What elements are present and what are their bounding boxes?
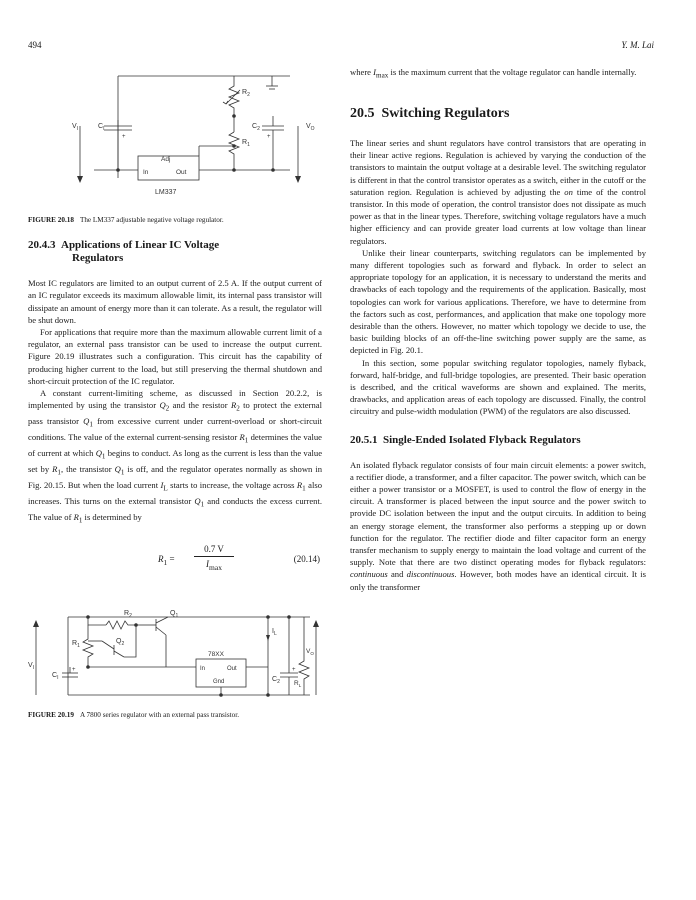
figure-label: FIGURE 20.19: [28, 710, 74, 719]
ci-plus: +: [122, 134, 126, 140]
figure-20-18-caption: [28, 215, 322, 225]
figure-20-18: [28, 66, 322, 225]
lm337-chip-label: LM337: [155, 189, 177, 196]
adj-pin: Adj: [161, 156, 171, 163]
r2-label: $R_2$: [242, 89, 250, 98]
paragraph: In this section, some popular switching regulator topologies, namely flyback, forward, half-bridge, and full-bridge topologies, are presented. Their basic operation is described, and the critical waveforms are shown and explained. The merits, drawbacks, and application areas of each topology are discussed. Finally, the control circuitry and pulse-width modulation (PWM) of the regulators are also discussed.: [350, 357, 646, 417]
ci-plus: +: [72, 666, 76, 673]
figure-20-19: [28, 595, 322, 720]
vo-label: $V_O$: [306, 123, 315, 132]
q1-label: $Q_1$: [170, 609, 179, 619]
ci-label: $C_I$: [52, 671, 59, 681]
caption-text: The LM337 adjustable negative voltage regulator.: [79, 216, 224, 225]
out-pin: Out: [227, 665, 237, 672]
section-heading-20-4-3: 20.4.3 Applications of Linear IC Voltage Regulators: [28, 239, 220, 265]
figure-label: FIGURE 20.18: [28, 216, 74, 225]
equation-number: (20.14): [293, 553, 320, 564]
figure-20-19-caption: [28, 710, 322, 720]
paragraph: An isolated flyback regulator consists of four main circuit elements: a power switch, a rectifier diode, a transformer, and a filter capacitor. The power switch, which can be either a power transistor or a MOSFET, is used to control the flow of energy in the circuit. A transformer is placed between the input source and the power switch to provide DC isolation between the input and the output circuits. In addition to being an energy storage element, the transformer also performs a stepping up or down function for the regulator. The rectifier diode and filter capacitor form an energy transfer mechanism to supply energy to maintain the load voltage and current of the supply. Note that there are two distinct operating modes for flyback regulators: continuous and discontinuous. However, both modes have an identical circuit. It is only the transformer: [350, 459, 646, 592]
ci-label: $C_I$: [98, 123, 105, 132]
vo-label: $V_O$: [306, 647, 314, 656]
paragraph: The linear series and shunt regulators have control transistors that are operating in their linear active regions. Regulation is achieved by varying the conduction of the transistors to maintain the output voltage at a desirable level. The switching regulator is different in that the control transistor operates as a switch, either in the cutoff or the saturation region. Regulation is achieved by adjusting the on time of the control transistor. In this mode of operation, the control transistor does not dissipate as much power as that in the linear types. Therefore, switching voltage regulators have a much higher efficiency and can provide greater load currents at low voltage than linear regulators.: [350, 137, 646, 246]
c2-label: $C_2$: [252, 123, 260, 132]
vi-label: $V_I$: [28, 661, 35, 671]
c2-plus: +: [267, 134, 271, 140]
paragraph: A constant current-limiting scheme, as discussed in Section 20.2.2, is implemented by using the transistor $Q_2$ and the resistor $R_2$ to protect the external pass transistor $Q_1$ from excessive current under current-overload or short-circuit conditions. The value of the external current-sensing resistor $R_1$ determines the value of current at which $Q_1$ begins to conduct. As long as the current is less than the value set by $R_1$, the transistor $Q_1$ is off, and the regulator operates normally as shown in Fig. 20.15. But when the load current $I_L$ starts to increase, the voltage across $R_1$ also increases. This turns on the external transistor $Q_1$ and conducts the excess current. The value of $R_1$ is determined by: [28, 388, 323, 525]
lm337-circuit-diagram: [28, 66, 322, 208]
caption-text: A 7800 series regulator with an external pass transistor.: [79, 710, 240, 719]
equation-fraction: [194, 543, 234, 574]
c2-plus: +: [292, 666, 296, 673]
equation-numerator: 0.7 V: [194, 543, 234, 557]
il-label: $I_L$: [272, 627, 277, 637]
section-heading-20-5-1: 20.5.1 Single-Ended Isolated Flyback Regulators: [350, 433, 581, 446]
c2-label: $C_2$: [272, 675, 280, 685]
paragraph: where $I_{max}$ is the maximum current that the voltage regulator can handle internally.: [350, 67, 637, 80]
rl-label: $R_L$: [294, 679, 302, 688]
in-pin: In: [200, 665, 206, 672]
paragraph: For applications that require more than the maximum allowable current limit of a regulator, an external pass transistor can be used to increase the output current. Figure 20.19 illustrates such a configuration. This circuit has the capability of producing higher current to the load, but still preserving the thermal shutdown and short-circuit protection of the IC regulator.: [28, 327, 322, 386]
78xx-chip-label: 78XX: [208, 650, 224, 658]
paragraph: Most IC regulators are limited to an output current of 2.5 A. If the output current of an IC regulator exceeds its maximum allowable limit, its internal pass transistor will dissipate an amount of energy more than it can tolerate. As a result, the regulator will be shut down.: [28, 278, 322, 325]
page-number: 494: [28, 40, 42, 50]
vi-label: $V_I$: [72, 123, 79, 132]
q2-label: $Q_2$: [116, 637, 125, 647]
in-pin: In: [143, 169, 149, 176]
equation-denominator: $I_{max}$: [206, 558, 222, 572]
equation-lhs: $R_1$ =: [158, 553, 175, 567]
section-heading-20-5: 20.5 Switching Regulators: [350, 105, 510, 121]
running-header-author: Y. M. Lai: [621, 40, 654, 50]
r1-label: $R_1$: [242, 139, 250, 148]
r1-label: $R_1$: [72, 639, 80, 649]
paragraph: Unlike their linear counterparts, switching regulators can be implemented by many different topologies such as forward and flyback. In order to select an appropriate topology for an application, it is necessary to understand the merits and drawbacks of each topology and the requirements of the application. Basically, most topologies can work for various applications. Therefore, we have to determine from the factors such as cost, performances, and application that make one topology more desirable than the others. However, no matter which topology we decide to use, the basic building blocks of an off-the-line switching power supply are the same, as depicted in Fig. 20.1.: [350, 247, 646, 356]
78xx-pass-transistor-diagram: [28, 595, 322, 703]
out-pin: Out: [176, 169, 187, 176]
gnd-pin: Gnd: [213, 678, 225, 685]
left-column: [28, 66, 322, 720]
equation-20-14: [28, 541, 322, 581]
right-column: [350, 66, 646, 593]
r2-label: $R_2$: [124, 609, 132, 619]
